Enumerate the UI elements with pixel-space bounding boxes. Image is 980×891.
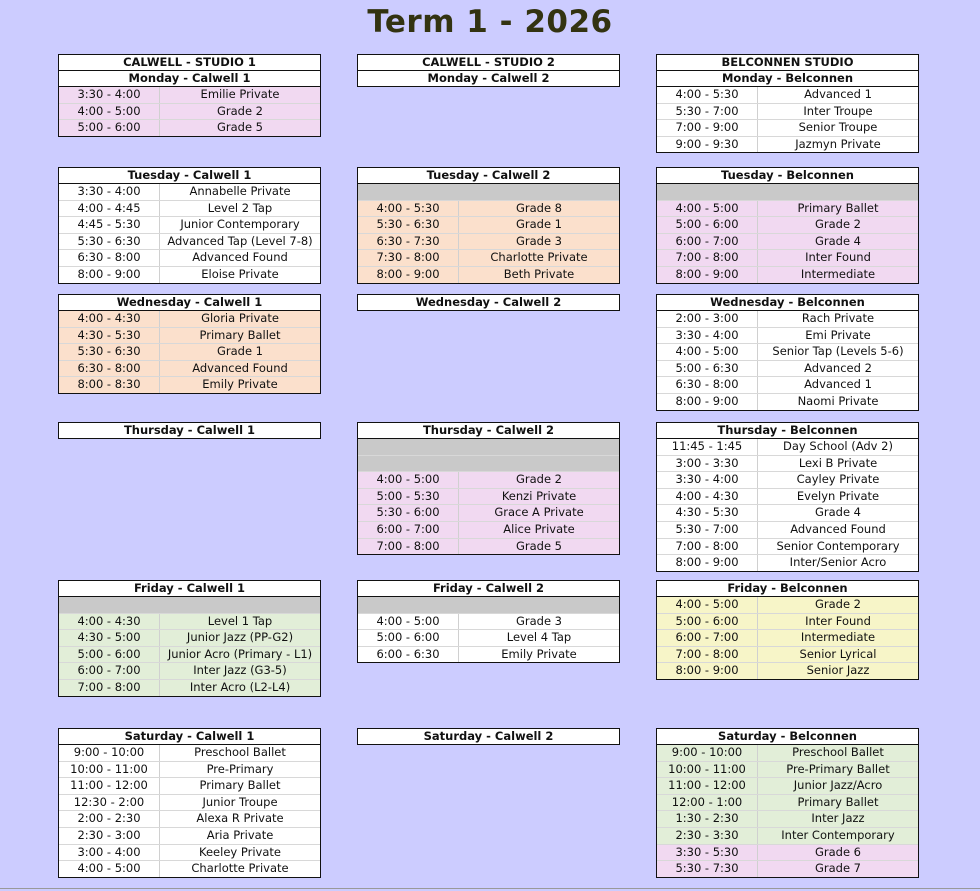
class-name (458, 184, 619, 200)
class-row (657, 663, 918, 679)
class-name: Pre-Primary (206, 761, 274, 776)
day-header: Thursday - Calwell 1 (59, 423, 320, 438)
class-name: Junior Jazz (PP-G2) (186, 630, 294, 645)
class-row (657, 630, 918, 647)
class-time: 2:30 - 3:00 (59, 828, 160, 844)
class-name: Primary Ballet (797, 200, 879, 215)
class-name: Grade 1 (515, 217, 563, 232)
class-name: Junior Troupe (202, 794, 278, 809)
class-time: 4:30 - 5:30 (657, 505, 758, 521)
class-row (358, 267, 619, 283)
class-row (59, 828, 320, 845)
class-time: 4:00 - 5:00 (358, 472, 459, 488)
class-row (59, 201, 320, 218)
class-time: 5:30 - 7:30 (657, 861, 758, 877)
day-header: Wednesday - Belconnen (657, 295, 918, 311)
class-name: Junior Acro (Primary - L1) (167, 646, 313, 661)
schedule-block (656, 728, 919, 878)
class-time: 4:00 - 4:30 (59, 614, 160, 630)
class-name: Level 1 Tap (207, 613, 273, 628)
class-time: 4:00 - 4:45 (59, 201, 160, 217)
class-name: Beth Private (503, 266, 575, 281)
class-time: 11:45 - 1:45 (657, 439, 758, 455)
class-row (657, 539, 918, 556)
class-row (59, 630, 320, 647)
class-time: 5:00 - 6:00 (358, 630, 459, 646)
class-time: 5:30 - 7:00 (657, 522, 758, 538)
class-row (59, 795, 320, 812)
day-header: Friday - Calwell 1 (59, 581, 320, 597)
class-time (358, 597, 458, 613)
class-name: Pre-Primary Ballet (786, 761, 890, 776)
class-name: Senior Tap (Levels 5-6) (772, 344, 904, 359)
class-row (657, 555, 918, 571)
class-row (358, 250, 619, 267)
class-row (358, 217, 619, 234)
class-name: Advanced Tap (Level 7-8) (167, 233, 313, 248)
class-row (59, 614, 320, 631)
class-time: 10:00 - 11:00 (657, 762, 758, 778)
day-header: Tuesday - Belconnen (657, 168, 918, 184)
class-time: 4:00 - 5:00 (657, 201, 758, 217)
class-row (59, 184, 320, 201)
class-time: 9:00 - 10:00 (657, 745, 758, 761)
schedule-block (656, 422, 919, 572)
class-name: Charlotte Private (191, 861, 289, 876)
class-time: 7:30 - 8:00 (358, 250, 459, 266)
class-time: 4:45 - 5:30 (59, 217, 160, 233)
class-time (358, 439, 458, 455)
class-name (458, 439, 619, 455)
class-row (59, 861, 320, 877)
class-name: Alexa R Private (196, 811, 284, 826)
blank-row (358, 439, 619, 456)
class-time: 2:00 - 2:30 (59, 811, 160, 827)
class-name: Grade 7 (814, 861, 862, 876)
class-name (757, 184, 918, 200)
class-name: Charlotte Private (490, 250, 588, 265)
schedule-block (357, 422, 620, 555)
class-row (657, 522, 918, 539)
class-name: Inter/Senior Acro (789, 555, 887, 570)
class-time: 8:00 - 9:00 (657, 267, 758, 283)
schedule-block (357, 294, 620, 311)
class-name: Grade 5 (515, 538, 563, 553)
studio-header: CALWELL - STUDIO 1 (59, 55, 320, 71)
class-name: Primary Ballet (199, 327, 281, 342)
class-row (59, 311, 320, 328)
class-time: 10:00 - 11:00 (59, 762, 160, 778)
class-name (159, 597, 320, 613)
class-row (358, 472, 619, 489)
class-time: 7:00 - 8:00 (59, 680, 160, 696)
schedule-block (656, 580, 919, 680)
class-time: 8:00 - 9:00 (657, 555, 758, 571)
class-row (657, 845, 918, 862)
class-row (657, 234, 918, 251)
blank-row (358, 184, 619, 201)
class-time: 6:30 - 8:00 (657, 377, 758, 393)
class-row (59, 377, 320, 393)
class-name: Alice Private (503, 521, 575, 536)
blank-row (59, 597, 320, 614)
class-time: 4:00 - 5:30 (358, 201, 459, 217)
class-name: Advanced 1 (804, 87, 872, 101)
class-name: Intermediate (800, 630, 876, 645)
class-time (358, 456, 458, 472)
class-name: Grade 5 (216, 120, 264, 135)
class-name: Emily Private (202, 377, 278, 392)
day-header: Tuesday - Calwell 2 (358, 168, 619, 184)
class-row (657, 394, 918, 410)
class-time: 4:00 - 5:00 (59, 861, 160, 877)
class-name: Grade 2 (814, 597, 862, 611)
class-name: Preschool Ballet (194, 745, 286, 759)
class-name: Junior Contemporary (180, 217, 300, 232)
class-name: Grade 3 (515, 613, 563, 628)
class-name (458, 597, 619, 613)
class-name: Rach Private (801, 311, 875, 325)
class-row (657, 439, 918, 456)
blank-row (358, 597, 619, 614)
class-row (358, 539, 619, 555)
class-time: 4:00 - 4:30 (657, 489, 758, 505)
class-name: Day School (Adv 2) (783, 439, 893, 453)
class-time: 3:30 - 4:00 (657, 328, 758, 344)
class-name: Inter Acro (L2-L4) (189, 679, 291, 694)
class-row (657, 377, 918, 394)
class-row (59, 663, 320, 680)
class-row (657, 472, 918, 489)
class-time: 4:30 - 5:00 (59, 630, 160, 646)
class-name: Jazmyn Private (795, 136, 881, 151)
class-row (657, 87, 918, 104)
class-time: 5:30 - 6:00 (358, 505, 459, 521)
class-row (657, 647, 918, 664)
class-time: 11:00 - 12:00 (59, 778, 160, 794)
class-row (657, 828, 918, 845)
class-name: Eloise Private (201, 266, 279, 281)
class-row (657, 795, 918, 812)
class-time: 9:00 - 9:30 (657, 137, 758, 153)
class-time: 4:00 - 5:30 (657, 87, 758, 103)
class-row (59, 217, 320, 234)
class-time: 7:00 - 8:00 (358, 539, 459, 555)
class-time: 6:00 - 7:00 (59, 663, 160, 679)
class-name: Senior Troupe (798, 120, 878, 135)
class-time: 5:30 - 6:30 (59, 344, 160, 360)
class-time: 4:00 - 5:00 (657, 344, 758, 360)
class-row (657, 778, 918, 795)
class-row (657, 201, 918, 218)
day-header: Monday - Belconnen (657, 71, 918, 87)
class-time: 6:30 - 7:30 (358, 234, 459, 250)
schedule-block (656, 167, 919, 284)
blank-row (657, 184, 918, 201)
class-row (358, 234, 619, 251)
class-name: Advanced 2 (804, 360, 872, 375)
class-name: Cayley Private (796, 472, 880, 487)
class-time: 7:00 - 8:00 (657, 539, 758, 555)
class-time: 3:30 - 4:00 (59, 184, 160, 200)
class-row (59, 120, 320, 136)
class-name: Gloria Private (201, 311, 279, 325)
class-time: 3:00 - 4:00 (59, 845, 160, 861)
class-name: Primary Ballet (199, 778, 281, 793)
class-name: Emi Private (805, 327, 871, 342)
class-name: Senior Contemporary (776, 538, 900, 553)
class-name: Grace A Private (494, 505, 584, 520)
class-name: Advanced Found (790, 521, 886, 536)
class-row (59, 328, 320, 345)
class-row (657, 505, 918, 522)
class-name: Inter Jazz (G3-5) (193, 663, 287, 678)
class-name: Annabelle Private (189, 184, 291, 198)
day-header: Friday - Belconnen (657, 581, 918, 597)
class-time: 8:00 - 9:00 (657, 394, 758, 410)
class-time: 5:00 - 6:00 (657, 217, 758, 233)
class-time: 6:00 - 6:30 (358, 647, 459, 663)
class-row (657, 137, 918, 153)
class-time (59, 597, 159, 613)
class-row (59, 234, 320, 251)
class-time: 12:00 - 1:00 (657, 795, 758, 811)
class-row (657, 861, 918, 877)
class-row (59, 87, 320, 104)
class-row (657, 104, 918, 121)
page-title: Term 1 - 2026 (367, 4, 613, 40)
day-header: Saturday - Calwell 1 (59, 729, 320, 745)
class-row (59, 811, 320, 828)
class-time: 5:00 - 6:00 (59, 647, 160, 663)
class-time: 3:00 - 3:30 (657, 456, 758, 472)
class-name: Advanced Found (192, 250, 288, 265)
day-header: Thursday - Calwell 2 (358, 423, 619, 439)
class-name: Grade 8 (515, 200, 563, 215)
class-time: 3:30 - 4:00 (657, 472, 758, 488)
class-row (59, 647, 320, 664)
class-name: Inter Contemporary (781, 827, 895, 842)
class-time: 3:30 - 4:00 (59, 87, 160, 103)
class-name: Level 2 Tap (207, 200, 273, 215)
schedule-block (656, 54, 919, 153)
class-row (358, 201, 619, 218)
class-time: 2:00 - 3:00 (657, 311, 758, 327)
class-row (657, 217, 918, 234)
class-name: Grade 2 (814, 217, 862, 232)
class-name: Grade 3 (515, 233, 563, 248)
class-time: 5:00 - 6:00 (59, 120, 160, 136)
class-row (657, 267, 918, 283)
schedule-block (357, 728, 620, 745)
divider (0, 888, 980, 889)
class-row (657, 614, 918, 631)
day-header: Monday - Calwell 2 (358, 71, 619, 86)
class-row (59, 344, 320, 361)
day-header: Saturday - Calwell 2 (358, 729, 619, 744)
schedule-block (58, 580, 321, 697)
class-row (358, 647, 619, 663)
class-name: Inter Found (805, 613, 871, 628)
class-name: Preschool Ballet (792, 745, 884, 759)
class-time: 6:30 - 8:00 (59, 250, 160, 266)
class-row (657, 762, 918, 779)
class-name: Advanced 1 (804, 377, 872, 392)
class-row (59, 778, 320, 795)
class-time: 4:00 - 5:00 (358, 614, 459, 630)
class-name: Inter Found (805, 250, 871, 265)
class-time: 6:00 - 7:00 (657, 630, 758, 646)
class-row (59, 361, 320, 378)
class-time: 5:30 - 6:30 (358, 217, 459, 233)
class-time: 8:00 - 9:00 (358, 267, 459, 283)
schedule-block (58, 167, 321, 284)
class-row (657, 489, 918, 506)
class-name: Grade 1 (216, 344, 264, 359)
class-time: 5:30 - 6:30 (59, 234, 160, 250)
class-row (59, 745, 320, 762)
class-time: 12:30 - 2:00 (59, 795, 160, 811)
class-time: 5:00 - 6:30 (657, 361, 758, 377)
class-name: Grade 4 (814, 505, 862, 520)
class-name: Intermediate (800, 266, 876, 281)
class-row (657, 745, 918, 762)
class-name: Primary Ballet (797, 794, 879, 809)
class-name: Emilie Private (200, 87, 280, 101)
class-time: 8:00 - 9:00 (657, 663, 758, 679)
class-name: Inter Jazz (811, 811, 865, 826)
class-row (59, 845, 320, 862)
class-time: 4:00 - 5:00 (657, 597, 758, 613)
class-time: 8:00 - 8:30 (59, 377, 160, 393)
class-name: Naomi Private (797, 393, 879, 408)
class-name: Level 4 Tap (506, 630, 572, 645)
class-name: Aria Private (206, 827, 274, 842)
class-name: Emily Private (501, 646, 577, 661)
class-name: Inter Troupe (803, 103, 873, 118)
class-time: 5:00 - 6:00 (657, 614, 758, 630)
class-name: Advanced Found (192, 360, 288, 375)
schedule-block (58, 54, 321, 137)
class-name: Grade 2 (515, 472, 563, 487)
class-time: 7:00 - 8:00 (657, 647, 758, 663)
class-time: 5:00 - 5:30 (358, 489, 459, 505)
class-time: 4:30 - 5:30 (59, 328, 160, 344)
day-header: Thursday - Belconnen (657, 423, 918, 439)
class-name (458, 456, 619, 472)
class-time: 5:30 - 7:00 (657, 104, 758, 120)
class-time: 6:00 - 7:00 (358, 522, 459, 538)
class-row (358, 522, 619, 539)
day-header: Wednesday - Calwell 2 (358, 295, 619, 310)
class-time: 6:30 - 8:00 (59, 361, 160, 377)
class-time: 9:00 - 10:00 (59, 745, 160, 761)
studio-header: CALWELL - STUDIO 2 (358, 55, 619, 71)
day-header: Friday - Calwell 2 (358, 581, 619, 597)
class-name: Lexi B Private (798, 455, 878, 470)
class-row (358, 489, 619, 506)
schedule-block (656, 294, 919, 411)
class-row (657, 250, 918, 267)
class-row (657, 361, 918, 378)
class-time (657, 184, 757, 200)
schedule-block (357, 167, 620, 284)
schedule-block (357, 580, 620, 663)
class-time: 7:00 - 9:00 (657, 120, 758, 136)
class-time: 7:00 - 8:00 (657, 250, 758, 266)
day-header: Tuesday - Calwell 1 (59, 168, 320, 184)
schedule-block (357, 54, 620, 87)
class-row (657, 344, 918, 361)
class-row (59, 104, 320, 121)
class-row (657, 811, 918, 828)
class-name: Keeley Private (199, 844, 281, 859)
class-name: Senior Jazz (806, 663, 870, 678)
class-row (358, 630, 619, 647)
day-header: Monday - Calwell 1 (59, 71, 320, 87)
day-header: Saturday - Belconnen (657, 729, 918, 745)
class-time: 3:30 - 5:30 (657, 845, 758, 861)
day-header: Wednesday - Calwell 1 (59, 295, 320, 311)
class-time: 4:00 - 4:30 (59, 311, 160, 327)
class-name: Kenzi Private (501, 488, 577, 503)
class-name: Grade 4 (814, 233, 862, 248)
class-name: Evelyn Private (796, 488, 880, 503)
class-time: 1:30 - 2:30 (657, 811, 758, 827)
class-time: 2:30 - 3:30 (657, 828, 758, 844)
class-row (657, 311, 918, 328)
studio-header: BELCONNEN STUDIO (657, 55, 918, 71)
class-time: 8:00 - 9:00 (59, 267, 160, 283)
class-row (59, 267, 320, 283)
schedule-block (58, 294, 321, 394)
class-name: Grade 2 (216, 103, 264, 118)
schedule-block (58, 422, 321, 439)
class-time: 4:00 - 5:00 (59, 104, 160, 120)
class-row (59, 680, 320, 696)
class-row (358, 505, 619, 522)
class-time (358, 184, 458, 200)
class-row (657, 597, 918, 614)
schedule-block (58, 728, 321, 878)
class-row (59, 762, 320, 779)
class-time: 11:00 - 12:00 (657, 778, 758, 794)
class-row (657, 456, 918, 473)
class-row (59, 250, 320, 267)
blank-row (358, 456, 619, 473)
class-name: Junior Jazz/Acro (793, 778, 883, 793)
class-time: 6:00 - 7:00 (657, 234, 758, 250)
class-row (657, 120, 918, 137)
class-name: Grade 6 (814, 844, 862, 859)
class-row (657, 328, 918, 345)
class-name: Senior Lyrical (799, 646, 877, 661)
class-row (358, 614, 619, 631)
